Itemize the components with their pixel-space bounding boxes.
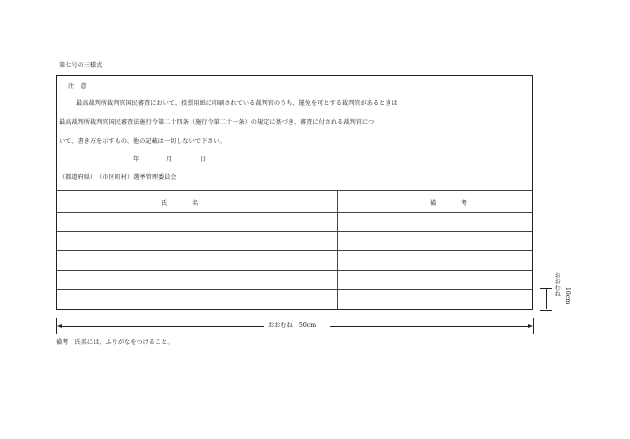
width-dimension-label: おおむね 50cm [268,322,317,329]
date-day: 日 [200,156,207,163]
height-dimension-label-a: おおむね [553,272,561,297]
notice-line-2: 最高裁判所裁判官国民審査法施行令第二十四条（施行令第二十一条）の規定に基づき、審査に付される裁判官につ [59,119,375,126]
table-row-rule [57,270,532,271]
table-header-rule [57,212,532,213]
column-header-remarks: 備 考 [430,200,468,207]
dimension-line-left [59,326,264,327]
table-row-rule [57,231,532,232]
arrow-left-icon [57,324,62,328]
issuer: （都道府県） （市区町村）選挙管理委員会 [59,174,177,181]
form-title: 第七号の三様式 [59,62,103,69]
table-top-rule [57,190,532,191]
date-year: 年 [133,156,140,163]
remark-note: 備考 氏名には、ふりがなをつけること。 [56,339,174,346]
form-frame [56,75,533,310]
notice-heading: 注 意 [68,83,87,90]
notice-line-3: いて、書き方を示すもの、他の記載は一切しないで下さい。 [59,138,226,145]
dimension-line-right [330,326,530,327]
column-header-name: 氏 名 [161,200,199,207]
notice-line-1: 最高裁判所裁判官国民審査において、投票用紙に印刷されている裁判官のうち、罷免を可とする裁判官があるときは [76,100,398,107]
table-row-rule [57,250,532,251]
height-dimension-line [546,289,547,309]
arrow-right-icon [528,324,533,328]
height-tick-bottom [540,310,552,311]
table-row-rule [57,289,532,290]
date-month: 月 [166,156,173,163]
dimension-tick-right [533,318,534,334]
table-column-divider [337,190,338,309]
height-dimension-label-b: 10cm [564,287,572,305]
